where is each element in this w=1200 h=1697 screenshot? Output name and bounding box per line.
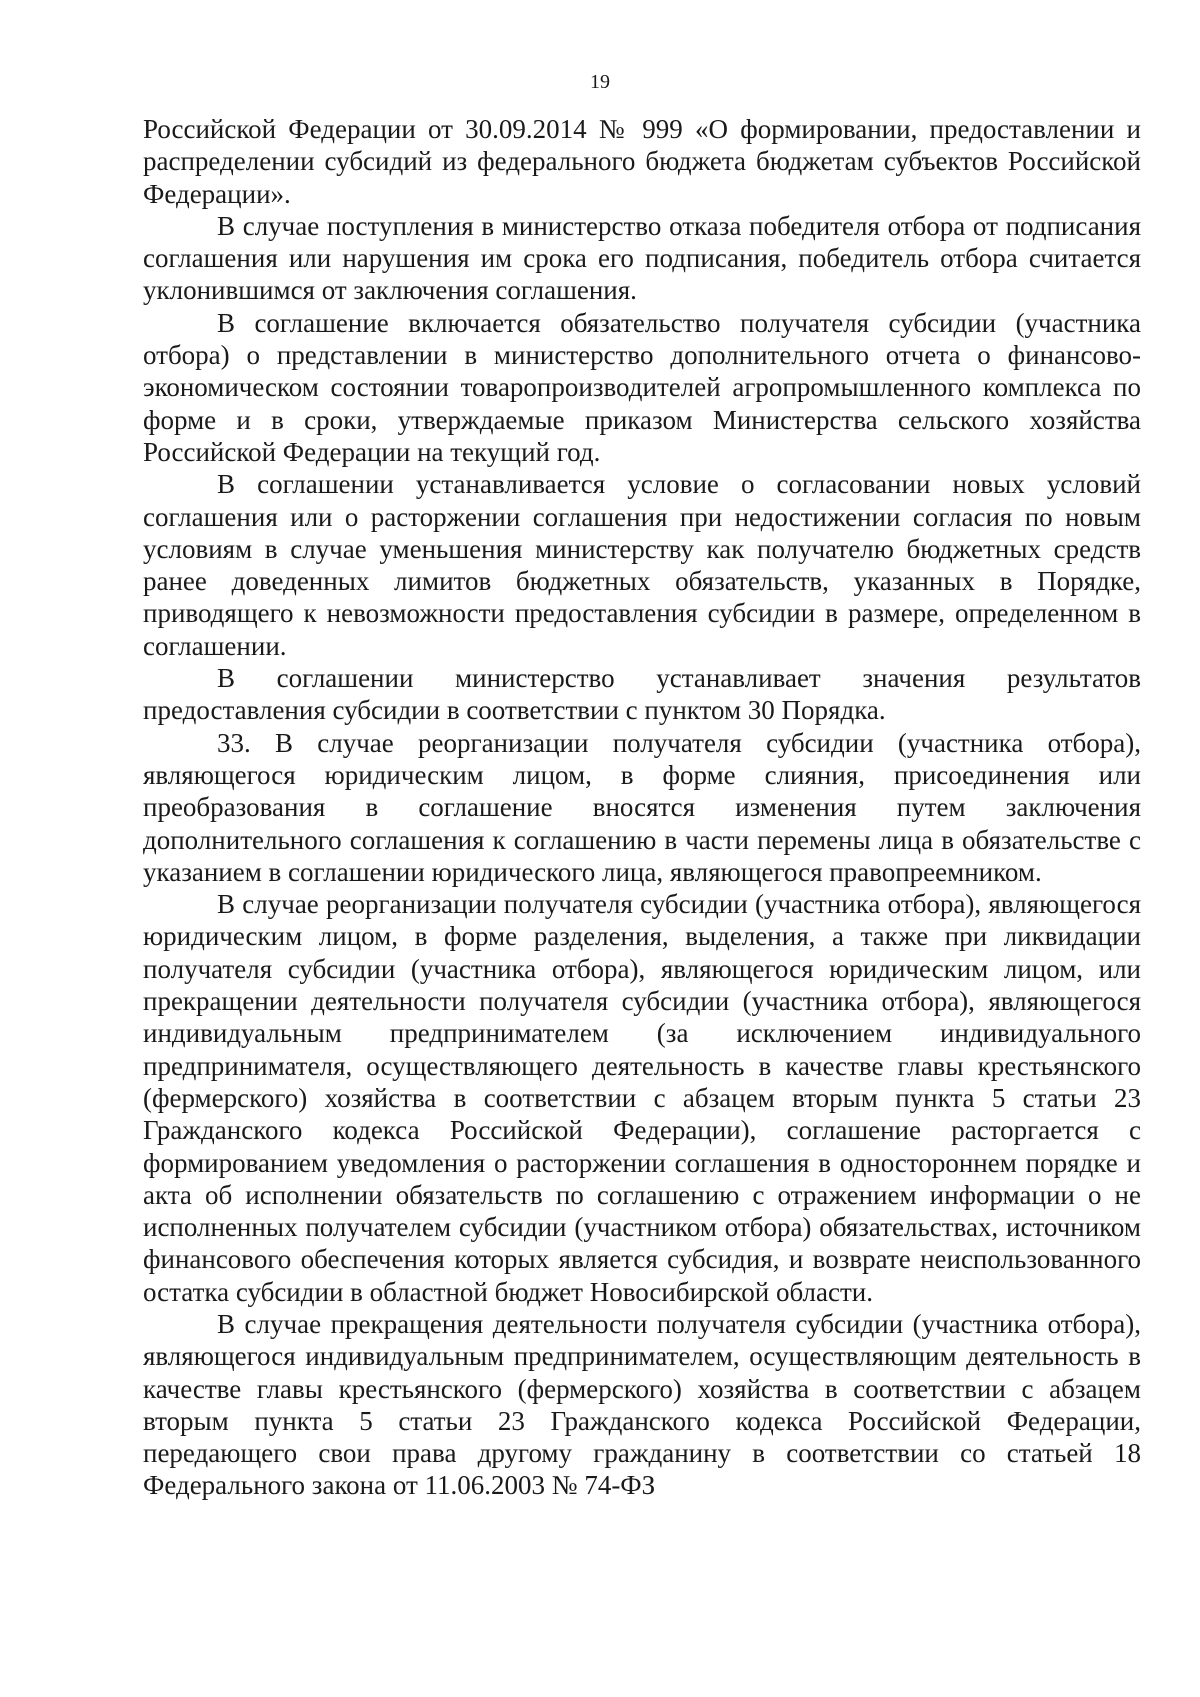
paragraph-3: В соглашение включается обязательство получателя субсидии (участника отбора) о представлении в министерство дополнительного отчета о финансово-экономическом состоянии товаропроизводителей агропромышленного комплекса по форме и в сроки, утверждаемые приказом Министерства сельского хозяйства Российской Федерации на текущий год.	[143, 307, 1141, 467]
document-body	[143, 113, 1141, 1502]
paragraph-1: Российской Федерации от 30.09.2014 № 999 «О формировании, предоставлении и распределении субсидий из федерального бюджета бюджетам субъектов Российской Федерации».	[143, 114, 1141, 209]
paragraph-2: В случае поступления в министерство отказа победителя отбора от подписания соглашения или нарушения им срока его подписания, победитель отбора считается уклонившимся от заключения соглашения.	[143, 210, 1141, 306]
paragraph-4: В соглашении устанавливается условие о согласовании новых условий соглашения или о расторжении соглашения при недостижении согласия по новым условиям в случае уменьшения министерству как получателю бюджетных средств ранее доведенных лимитов бюджетных обязательств, указанных в Порядке, приводящего к невозможности предоставления субсидии в размере, определенном в соглашении.	[143, 469, 1141, 661]
page-number: 19	[590, 71, 610, 93]
paragraph-7: В случае реорганизации получателя субсидии (участника отбора), являющегося юридическим лицом, в форме разделения, выделения, а также при ликвидации получателя субсидии (участника отбора), являющегося юридическим лицом, или прекращении деятельности получателя субсидии (участника отбора), являющегося индивидуальным предпринимателем (за исключением индивидуального предпринимателя, осуществляющего деятельность в качестве главы крестьянского (фермерского) хозяйства в соответствии с абзацем вторым пункта 5 статьи 23 Гражданского кодекса Российской Федерации), соглашение расторгается с формированием уведомления о расторжении соглашения в одностороннем порядке и акта об исполнении обязательств по соглашению с отражением информации о не исполненных получателем субсидии (участником отбора) обязательствах, источником финансового обеспечения которых является субсидия, и возврате неиспользованного остатка субсидии в областной бюджет Новосибирской области.	[143, 889, 1141, 1307]
paragraph-5: В соглашении министерство устанавливает значения результатов предоставления субсидии в соответствии с пунктом 30 Порядка.	[143, 663, 1141, 726]
paragraph-6-clause-33: 33. В случае реорганизации получателя субсидии (участника отбора), являющегося юридическим лицом, в форме слияния, присоединения или преобразования в соглашение вносятся изменения путем заключения дополнительного соглашения к соглашению в части перемены лица в обязательстве с указанием в соглашении юридического лица, являющегося правопреемником.	[143, 727, 1141, 887]
paragraph-8: В случае прекращения деятельности получателя субсидии (участника отбора), являющегося индивидуальным предпринимателем, осуществляющим деятельность в качестве главы крестьянского (фермерского) хозяйства в соответствии с абзацем вторым пункта 5 статьи 23 Гражданского кодекса Российской Федерации, передающего свои права другому гражданину в соответствии со статьей 18 Федерального закона от 11.06.2003 № 74-ФЗ	[143, 1308, 1141, 1501]
